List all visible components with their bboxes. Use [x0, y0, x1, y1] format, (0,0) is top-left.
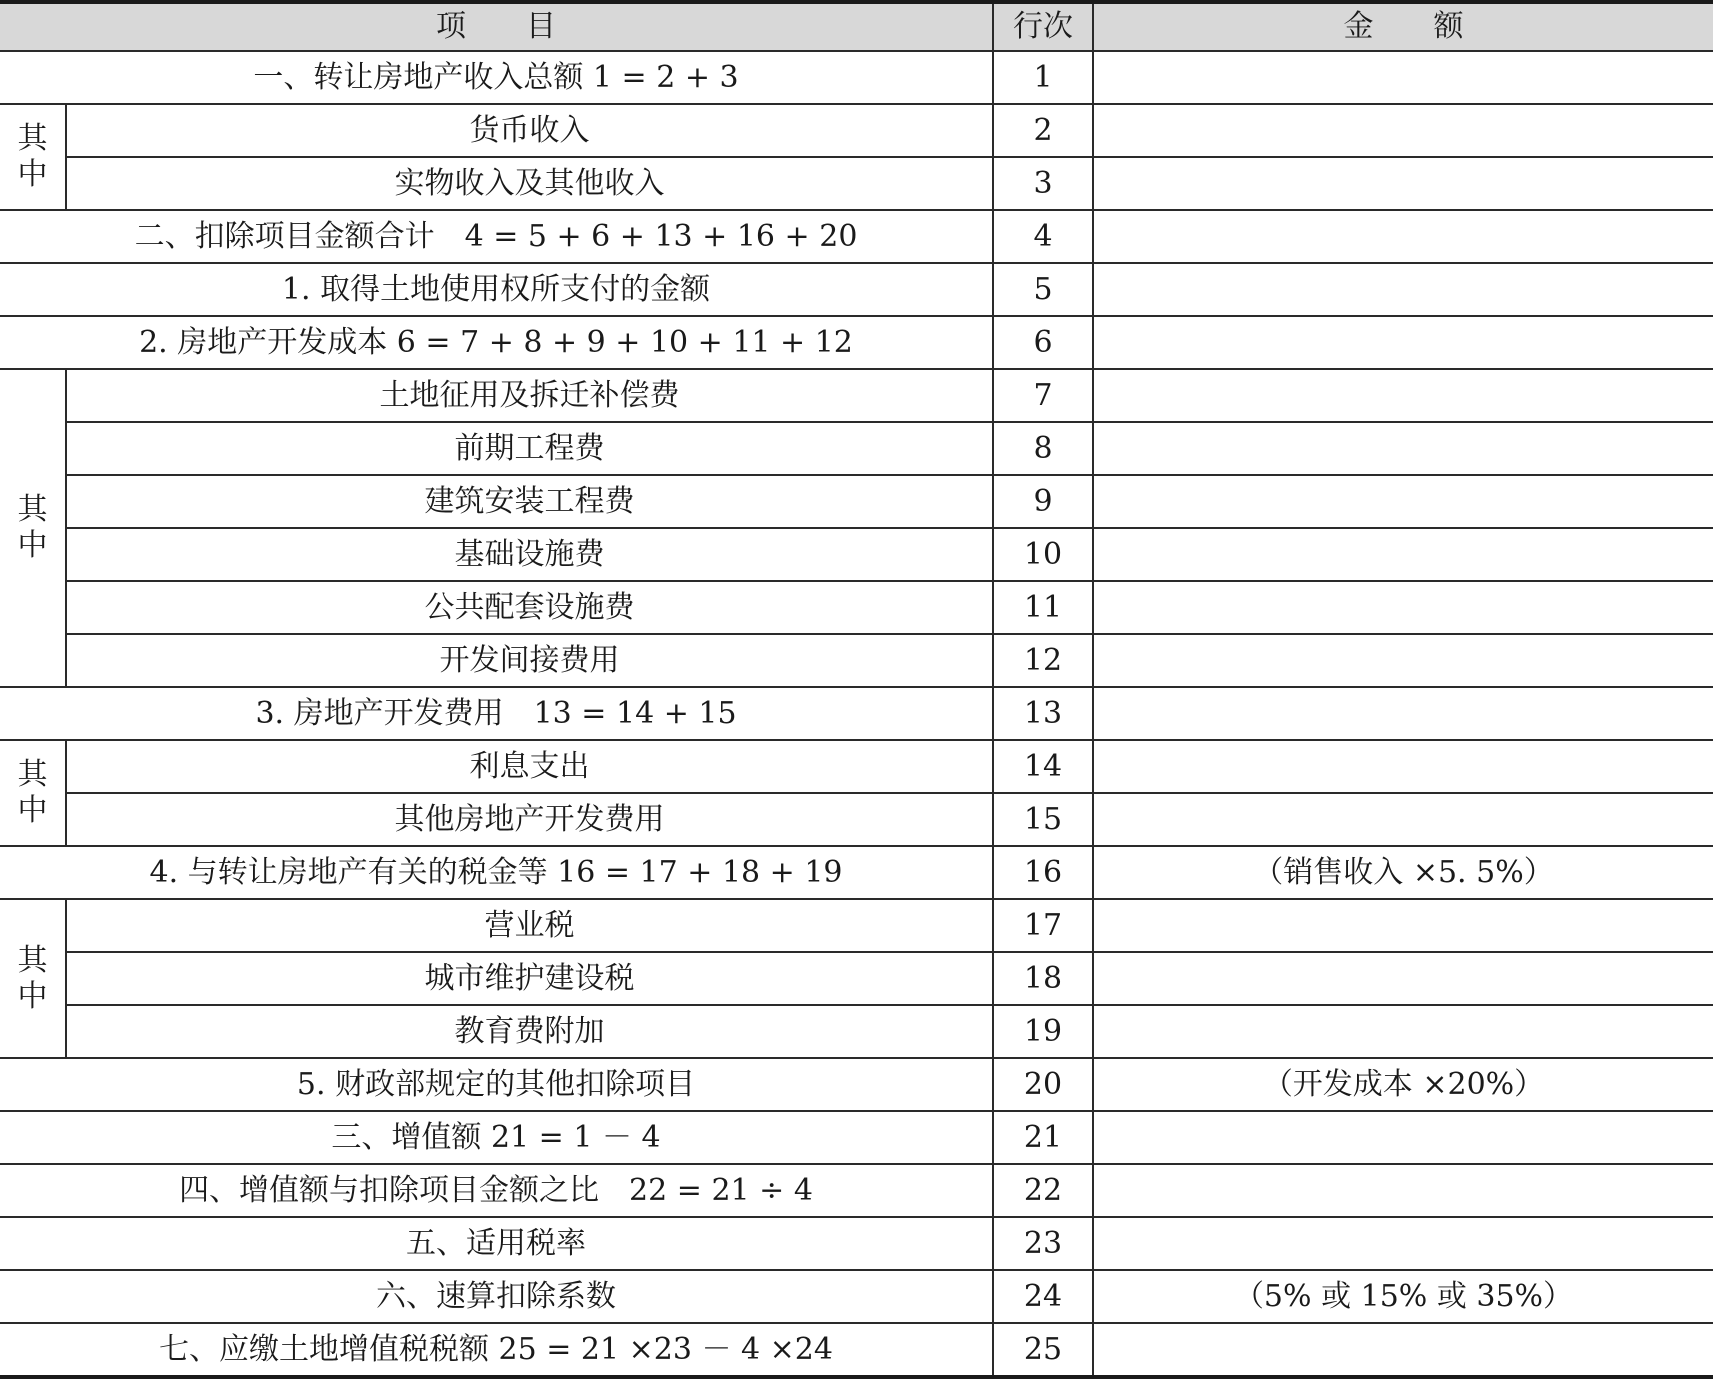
- group-label-char: 中: [17, 978, 48, 1014]
- table-row: [0, 1111, 1713, 1164]
- row-no: 9: [993, 475, 1093, 528]
- row-amount: [1093, 104, 1713, 157]
- row-item: 土地征用及拆迁补偿费: [66, 369, 993, 422]
- row-amount: （开发成本 ×20%）: [1093, 1058, 1713, 1111]
- row-amount: [1093, 581, 1713, 634]
- row-no: 18: [993, 952, 1093, 1005]
- row-item: 2. 房地产开发成本 6 = 7 + 8 + 9 + 10 + 11 + 12: [0, 316, 993, 369]
- table-row: [0, 104, 1713, 157]
- group-label-char: 其: [17, 121, 48, 156]
- row-item: 城市维护建设税: [66, 952, 993, 1005]
- table-row: [0, 1323, 1713, 1377]
- row-item: 教育费附加: [66, 1005, 993, 1058]
- row-item: 前期工程费: [66, 422, 993, 475]
- row-amount: [1093, 1005, 1713, 1058]
- group-label-char: 其: [17, 757, 48, 792]
- row-item: 开发间接费用: [66, 634, 993, 687]
- row-no: 24: [993, 1270, 1093, 1323]
- row-item: 货币收入: [66, 104, 993, 157]
- row-amount: [1093, 793, 1713, 846]
- row-no: 13: [993, 687, 1093, 740]
- row-item: 六、速算扣除系数: [0, 1270, 993, 1323]
- row-item: 4. 与转让房地产有关的税金等 16 = 17 + 18 + 19: [0, 846, 993, 899]
- row-no: 12: [993, 634, 1093, 687]
- row-item: 实物收入及其他收入: [66, 157, 993, 210]
- row-amount: [1093, 634, 1713, 687]
- row-item: 建筑安装工程费: [66, 475, 993, 528]
- group-label-char: 中: [17, 157, 48, 192]
- row-item: 基础设施费: [66, 528, 993, 581]
- row-no: 21: [993, 1111, 1093, 1164]
- row-no: 1: [993, 51, 1093, 104]
- table-row: [0, 899, 1713, 952]
- row-amount: （销售收入 ×5. 5%）: [1093, 846, 1713, 899]
- row-item: 七、应缴土地增值税税额 25 = 21 ×23 － 4 ×24: [0, 1323, 993, 1377]
- table-row: [0, 1164, 1713, 1217]
- row-item: 其他房地产开发费用: [66, 793, 993, 846]
- table-row: [0, 740, 1713, 793]
- row-amount: [1093, 369, 1713, 422]
- row-item: 二、扣除项目金额合计 4 = 5 + 6 + 13 + 16 + 20: [0, 210, 993, 263]
- group-label-qizhong: [0, 740, 66, 846]
- row-no: 11: [993, 581, 1093, 634]
- table-row: [0, 316, 1713, 369]
- table-row: [0, 263, 1713, 316]
- row-amount: [1093, 157, 1713, 210]
- row-no: 19: [993, 1005, 1093, 1058]
- table-row: [0, 1217, 1713, 1270]
- row-amount: （5% 或 15% 或 35%）: [1093, 1270, 1713, 1323]
- table-row: [0, 1270, 1713, 1323]
- row-amount: [1093, 210, 1713, 263]
- group-label-qizhong: [0, 899, 66, 1058]
- header-row-no: 行次: [993, 2, 1093, 51]
- row-amount: [1093, 528, 1713, 581]
- table-row: [0, 369, 1713, 422]
- row-no: 15: [993, 793, 1093, 846]
- group-label-char: 其: [17, 942, 48, 978]
- table-row: [0, 846, 1713, 899]
- table-row: [0, 157, 1713, 210]
- group-label-qizhong: [0, 369, 66, 687]
- table-row: [0, 210, 1713, 263]
- row-no: 10: [993, 528, 1093, 581]
- row-item: 公共配套设施费: [66, 581, 993, 634]
- row-no: 3: [993, 157, 1093, 210]
- group-label-char: 中: [17, 793, 48, 828]
- row-no: 4: [993, 210, 1093, 263]
- group-label-qizhong: [0, 104, 66, 210]
- row-amount: [1093, 1111, 1713, 1164]
- header-item: 项 目: [0, 2, 993, 51]
- table-row: [0, 51, 1713, 104]
- row-no: 5: [993, 263, 1093, 316]
- row-amount: [1093, 475, 1713, 528]
- table-row: [0, 422, 1713, 475]
- row-item: 一、转让房地产收入总额 1 = 2 + 3: [0, 51, 993, 104]
- row-no: 14: [993, 740, 1093, 793]
- table-row: [0, 793, 1713, 846]
- table-row: [0, 581, 1713, 634]
- row-no: 20: [993, 1058, 1093, 1111]
- row-amount: [1093, 740, 1713, 793]
- row-item: 三、增值额 21 = 1 － 4: [0, 1111, 993, 1164]
- row-item: 1. 取得土地使用权所支付的金额: [0, 263, 993, 316]
- row-amount: [1093, 51, 1713, 104]
- row-amount: [1093, 1217, 1713, 1270]
- row-amount: [1093, 952, 1713, 1005]
- row-no: 25: [993, 1323, 1093, 1377]
- row-item: 利息支出: [66, 740, 993, 793]
- row-amount: [1093, 263, 1713, 316]
- header-amount: 金 额: [1093, 2, 1713, 51]
- row-no: 6: [993, 316, 1093, 369]
- row-no: 17: [993, 899, 1093, 952]
- row-item: 五、适用税率: [0, 1217, 993, 1270]
- row-item: 5. 财政部规定的其他扣除项目: [0, 1058, 993, 1111]
- row-amount: [1093, 1164, 1713, 1217]
- table-row: [0, 475, 1713, 528]
- table-row: [0, 1005, 1713, 1058]
- group-label-char: 中: [17, 528, 48, 563]
- row-no: 23: [993, 1217, 1093, 1270]
- table-row: [0, 634, 1713, 687]
- row-amount: [1093, 687, 1713, 740]
- row-no: 2: [993, 104, 1093, 157]
- row-item: 营业税: [66, 899, 993, 952]
- row-amount: [1093, 422, 1713, 475]
- row-amount: [1093, 316, 1713, 369]
- table-header-row: [0, 2, 1713, 51]
- row-amount: [1093, 899, 1713, 952]
- table-row: [0, 687, 1713, 740]
- row-no: 16: [993, 846, 1093, 899]
- table-row: [0, 528, 1713, 581]
- row-amount: [1093, 1323, 1713, 1377]
- row-item: 3. 房地产开发费用 13 = 14 + 15: [0, 687, 993, 740]
- table-row: [0, 1058, 1713, 1111]
- row-no: 22: [993, 1164, 1093, 1217]
- table-row: [0, 952, 1713, 1005]
- group-label-char: 其: [17, 492, 48, 527]
- row-no: 7: [993, 369, 1093, 422]
- row-no: 8: [993, 422, 1093, 475]
- row-item: 四、增值额与扣除项目金额之比 22 = 21 ÷ 4: [0, 1164, 993, 1217]
